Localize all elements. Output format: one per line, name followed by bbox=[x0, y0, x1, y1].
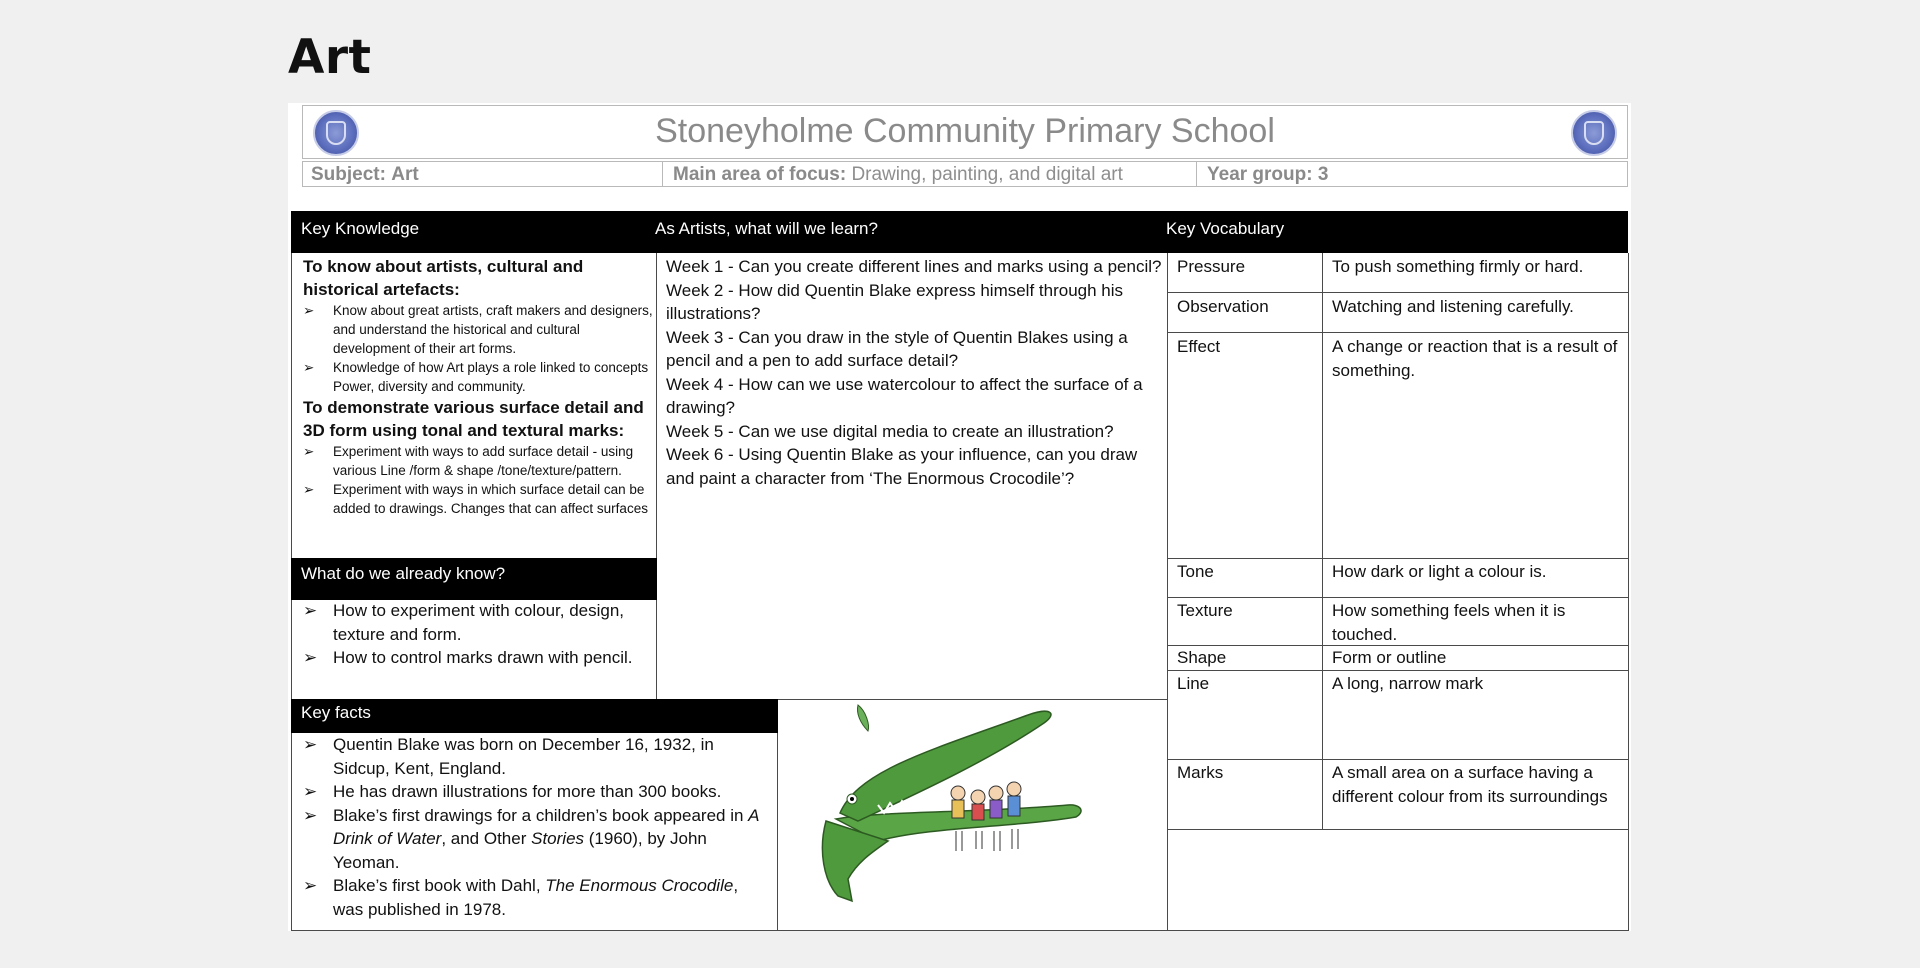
school-name: Stoneyholme Community Primary School bbox=[655, 112, 1275, 150]
enormous-crocodile-illustration bbox=[818, 701, 1158, 909]
week-item: Week 4 - How can we use watercolour to affect the surface of a drawing? bbox=[666, 374, 1143, 417]
fact-item: ➢ Quentin Blake was born on December 16, 1932, in Sidcup, Kent, England. bbox=[303, 733, 771, 780]
vocab-term: Effect bbox=[1177, 337, 1221, 356]
school-crest-icon bbox=[1571, 110, 1617, 156]
fact-item: ➢ Blake’s first drawings for a children’s book appeared in A Drink of Water, and Other Stories (1960), by John Yeoman. bbox=[303, 804, 771, 875]
knowledge-section-title: To demonstrate various surface detail and 3D form using tonal and textural marks: bbox=[303, 398, 644, 440]
subject-label: Subject: bbox=[311, 164, 386, 185]
learning-weeks bbox=[666, 255, 1162, 490]
vocab-term: Observation bbox=[1177, 297, 1269, 316]
vocab-definition: A small area on a surface having a different colour from its surroundings bbox=[1332, 763, 1608, 806]
year-label: Year group: bbox=[1207, 164, 1313, 185]
key-facts-heading: Key facts bbox=[291, 699, 778, 733]
vocab-term: Tone bbox=[1177, 562, 1214, 581]
week-item: Week 1 - Can you create different lines and marks using a pencil? bbox=[666, 257, 1162, 276]
learning-heading: As Artists, what will we learn? bbox=[655, 219, 878, 238]
vocab-definition: How dark or light a colour is. bbox=[1332, 562, 1547, 581]
list-item: ➢ Experiment with ways to add surface detail - using various Line /form & shape /tone/texture/pattern. bbox=[303, 442, 653, 480]
prior-knowledge-heading: What do we already know? bbox=[291, 558, 657, 600]
page-title: Art bbox=[288, 30, 372, 85]
list-item: ➢ Experiment with ways in which surface detail can be added to drawings. Changes that can affect surfaces bbox=[303, 480, 653, 518]
week-item: Week 6 - Using Quentin Blake as your influence, can you draw and paint a character from ‘The Enormous Crocodile’? bbox=[666, 445, 1138, 488]
school-header bbox=[302, 105, 1628, 159]
subject-info-row bbox=[302, 161, 1628, 187]
week-item: Week 3 - Can you draw in the style of Quentin Blakes using a pencil and a pen to add surface detail? bbox=[666, 327, 1128, 370]
vocab-term: Texture bbox=[1177, 601, 1233, 620]
key-facts-list bbox=[303, 733, 771, 921]
subject-value: Art bbox=[391, 164, 419, 185]
key-knowledge-body bbox=[303, 255, 653, 518]
vocabulary-heading: Key Vocabulary bbox=[1166, 219, 1285, 238]
vocab-term: Shape bbox=[1177, 648, 1227, 667]
vocab-definition: Form or outline bbox=[1332, 648, 1447, 667]
subject-cell bbox=[303, 163, 663, 187]
vocab-definition: A change or reaction that is a result of something. bbox=[1332, 337, 1618, 380]
fact-item: ➢ Blake’s first book with Dahl, The Enormous Crocodile, was published in 1978. bbox=[303, 874, 771, 921]
list-item: ➢ Know about great artists, craft makers and designers, and understand the historical and cultural development of their art forms. bbox=[303, 301, 653, 358]
vocab-term: Pressure bbox=[1177, 257, 1246, 276]
vocab-definition: A long, narrow mark bbox=[1332, 674, 1484, 693]
week-item: Week 2 - How did Quentin Blake express himself through his illustrations? bbox=[666, 280, 1124, 323]
vocab-definition: To push something firmly or hard. bbox=[1332, 257, 1584, 276]
fact-item: ➢ He has drawn illustrations for more than 300 books. bbox=[303, 780, 771, 804]
vocab-term: Marks bbox=[1177, 763, 1224, 782]
focus-label: Main area of focus: bbox=[673, 164, 847, 185]
year-value: 3 bbox=[1317, 164, 1329, 185]
knowledge-organiser bbox=[288, 103, 1631, 931]
year-cell bbox=[1199, 163, 1499, 187]
focus-value: Drawing, painting, and digital art bbox=[851, 164, 1123, 185]
section-header-bar bbox=[291, 211, 1628, 253]
vocab-definition: How something feels when it is touched. bbox=[1332, 601, 1566, 644]
prior-knowledge-list bbox=[303, 599, 653, 670]
key-knowledge-heading: Key Knowledge bbox=[301, 219, 420, 238]
focus-cell bbox=[665, 163, 1195, 187]
vocab-term: Line bbox=[1177, 674, 1210, 693]
vocab-definition: Watching and listening carefully. bbox=[1332, 297, 1574, 316]
knowledge-section-title: To know about artists, cultural and historical artefacts: bbox=[303, 257, 584, 299]
list-item: ➢ Knowledge of how Art plays a role linked to concepts Power, diversity and community. bbox=[303, 358, 653, 396]
list-item: ➢ How to experiment with colour, design, texture and form. bbox=[303, 599, 653, 646]
week-item: Week 5 - Can we use digital media to create an illustration? bbox=[666, 421, 1114, 441]
list-item: ➢ How to control marks drawn with pencil. bbox=[303, 646, 653, 670]
